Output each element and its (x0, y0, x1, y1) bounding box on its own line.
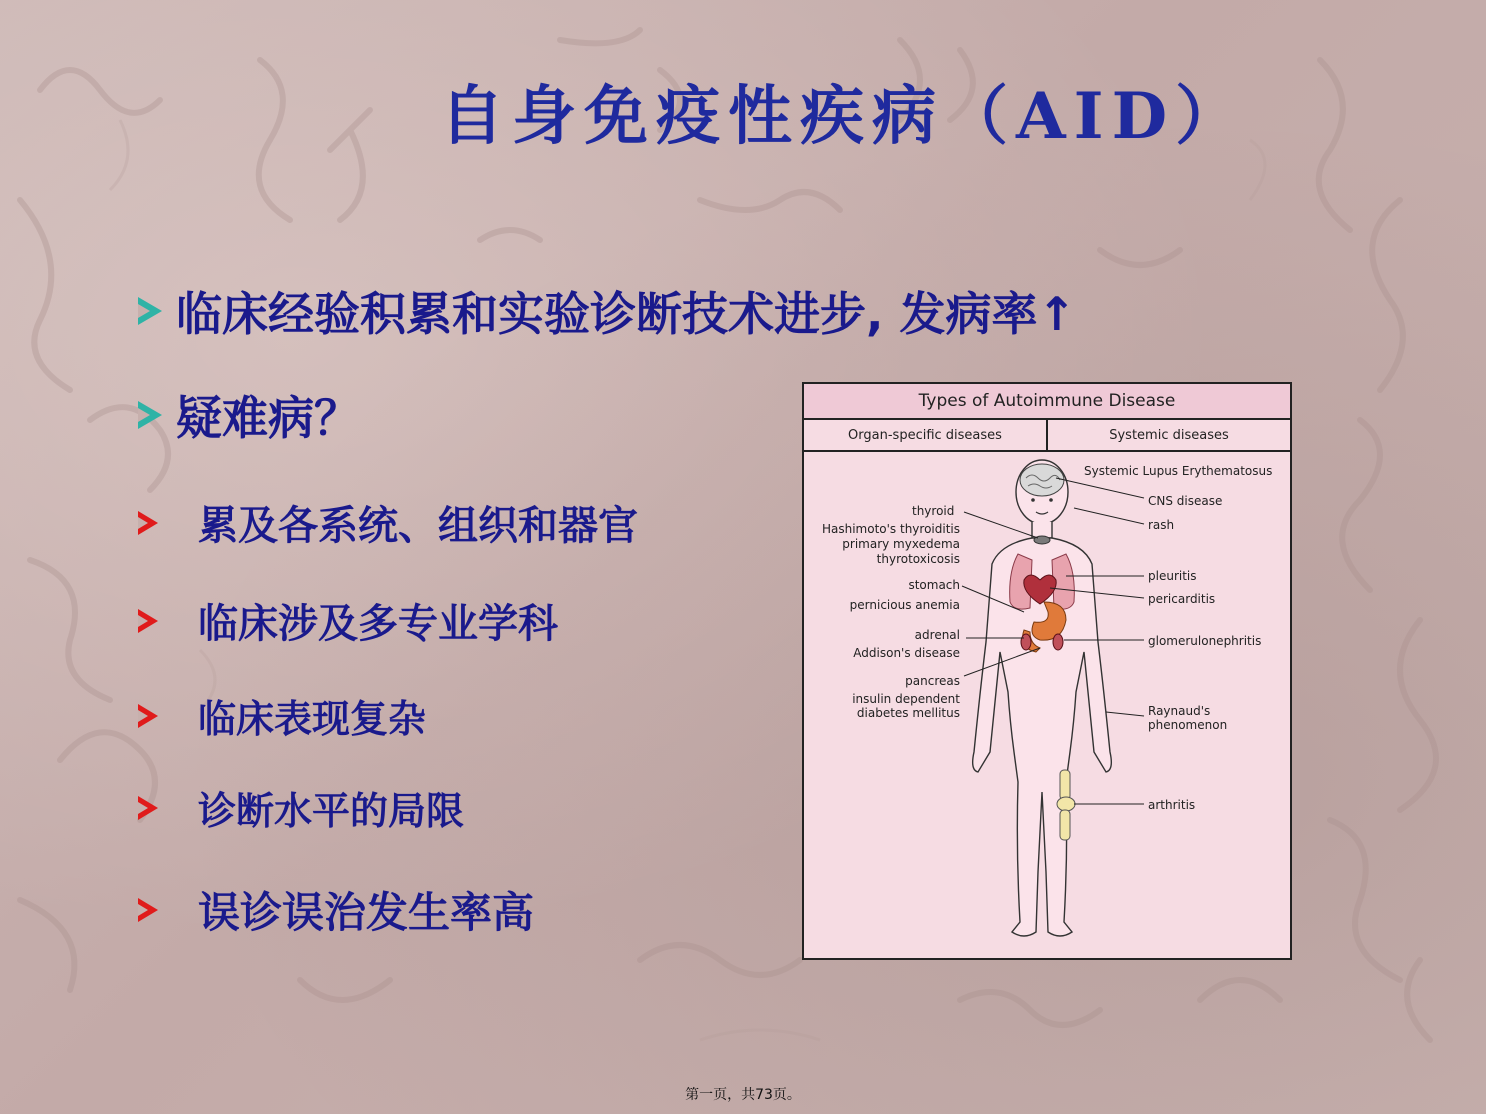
bullet-item-1 (138, 278, 1076, 344)
bullet-item-3 (138, 494, 638, 551)
bullet-text-7: 误诊误治发生率高 (198, 888, 535, 937)
bullet-text-4: 临床涉及多专业学科 (198, 601, 558, 647)
label-hashimoto: Hashimoto's thyroiditis (821, 522, 960, 536)
bullet-text-6: 诊断水平的局限 (198, 789, 465, 833)
page-footer: 第一页，共73页。 (685, 1087, 801, 1103)
label-stomach: stomach (908, 578, 960, 592)
bullet-item-6 (138, 780, 464, 835)
label-rash: rash (1148, 518, 1175, 532)
label-raynauds: Raynaud's (1148, 704, 1211, 718)
label-sle: Systemic Lupus Erythematosus (1084, 464, 1273, 478)
label-pancreas: pancreas (905, 674, 960, 688)
bullet-item-4 (138, 592, 558, 649)
label-primary-myxedema: primary myxedema (842, 537, 960, 551)
bullet-text-5: 临床表现复杂 (198, 697, 427, 741)
figure-col-left: Organ-specific diseases (804, 420, 1048, 450)
arrow-bullet-icon (138, 511, 158, 535)
figure-body (804, 452, 1290, 960)
bullet-text-3: 累及各系统、组织和器官 (198, 503, 638, 549)
figure-column-headers (804, 420, 1290, 452)
bullet-item-5 (138, 688, 426, 743)
label-arthritis: arthritis (1148, 798, 1196, 812)
bullet-text-1: 临床经验积累和实验诊断技术进步, 发病率↑ (176, 287, 1077, 341)
arrow-bullet-icon (138, 297, 162, 325)
bullet-item-7 (138, 880, 534, 940)
label-thyrotoxicosis: thyrotoxicosis (876, 552, 960, 566)
label-glomerulonephritis: glomerulonephritis (1148, 634, 1262, 648)
label-adrenal: adrenal (914, 628, 960, 642)
bullet-text-2: 疑难病？ (176, 391, 360, 445)
label-addisons-disease: Addison's disease (853, 646, 960, 660)
label-phenomenon: phenomenon (1148, 718, 1228, 732)
label-cns-disease: CNS disease (1148, 494, 1223, 508)
label-insulin-dependent: insulin dependent (852, 692, 960, 706)
label-pericarditis: pericarditis (1148, 592, 1216, 606)
label-thyroid: thyroid (912, 504, 955, 518)
figure-title: Types of Autoimmune Disease (804, 384, 1290, 420)
label-pernicious-anemia: pernicious anemia (849, 598, 960, 612)
arrow-bullet-icon (138, 401, 162, 429)
arrow-bullet-icon (138, 898, 158, 922)
label-pleuritis: pleuritis (1148, 569, 1197, 583)
autoimmune-disease-figure (802, 382, 1292, 960)
label-diabetes-mellitus: diabetes mellitus (856, 706, 960, 720)
arrow-bullet-icon (138, 704, 158, 728)
arrow-bullet-icon (138, 609, 158, 633)
slide-title: 自身免疫性疾病（AID） (440, 79, 1248, 154)
arrow-bullet-icon (138, 796, 158, 820)
bullet-item-2 (138, 382, 360, 448)
figure-col-right: Systemic diseases (1109, 427, 1229, 443)
